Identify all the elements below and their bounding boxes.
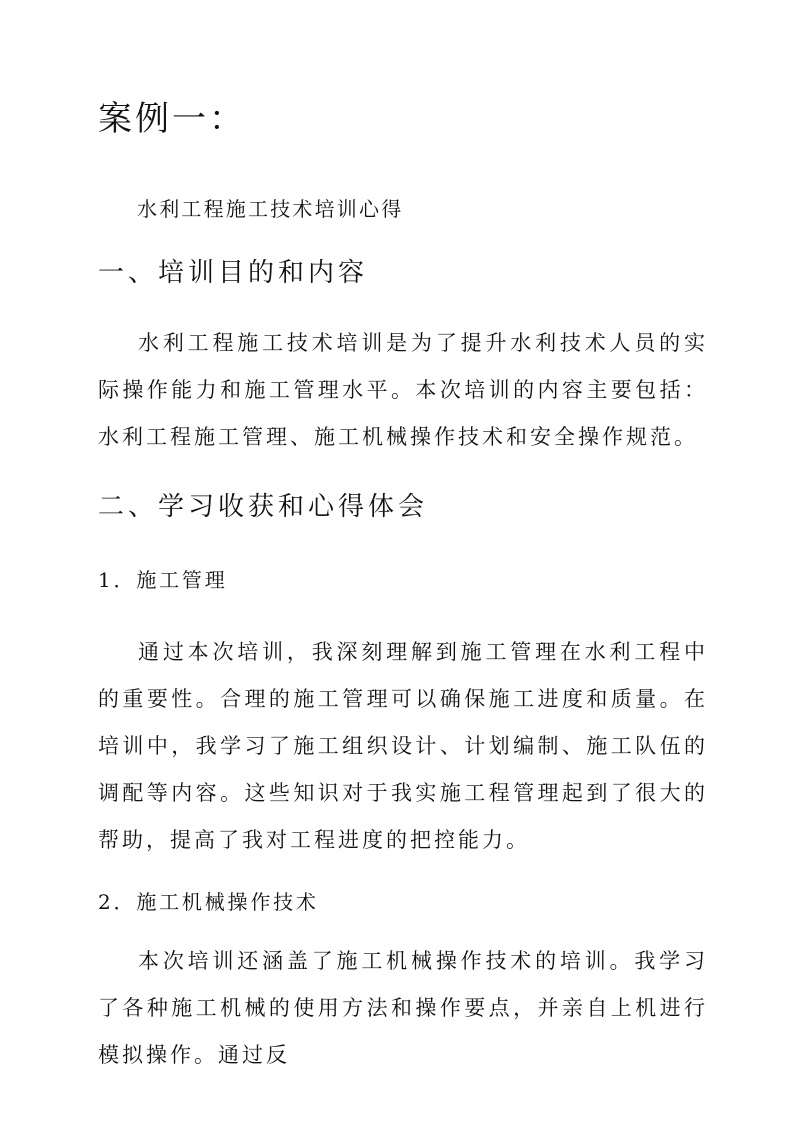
subsection-paragraph-construction-management: 通过本次培训，我深刻理解到施工管理在水利工程中的重要性。合理的施工管理可以确保施工进度和质量。在培训中，我学习了施工组织设计、计划编制、施工队伍的调配等内容。这些知识对于我实施工程管理起到了很大的帮助，提高了我对工程进度的把控能力。 (98, 640, 708, 852)
section-heading-learning-gains: 二、学习收获和心得体会 (98, 492, 429, 522)
document-subtitle: 水利工程施工技术培训心得 (137, 197, 404, 221)
subsection-heading-machinery-operation: 2．施工机械操作技术 (98, 890, 319, 914)
subsection-heading-construction-management: 1．施工管理 (98, 568, 228, 592)
subsection-paragraph-machinery-operation: 本次培训还涵盖了施工机械操作技术的培训。我学习了各种施工机械的使用方法和操作要点，并亲自上机进行模拟操作。通过反 (98, 949, 708, 1067)
page-title: 案例一： (98, 99, 246, 139)
section-paragraph-training-purpose: 水利工程施工技术培训是为了提升水利技术人员的实际操作能力和施工管理水平。本次培训的内容主要包括：水利工程施工管理、施工机械操作技术和安全操作规范。 (98, 331, 708, 449)
section-heading-training-purpose: 一、培训目的和内容 (98, 258, 369, 288)
